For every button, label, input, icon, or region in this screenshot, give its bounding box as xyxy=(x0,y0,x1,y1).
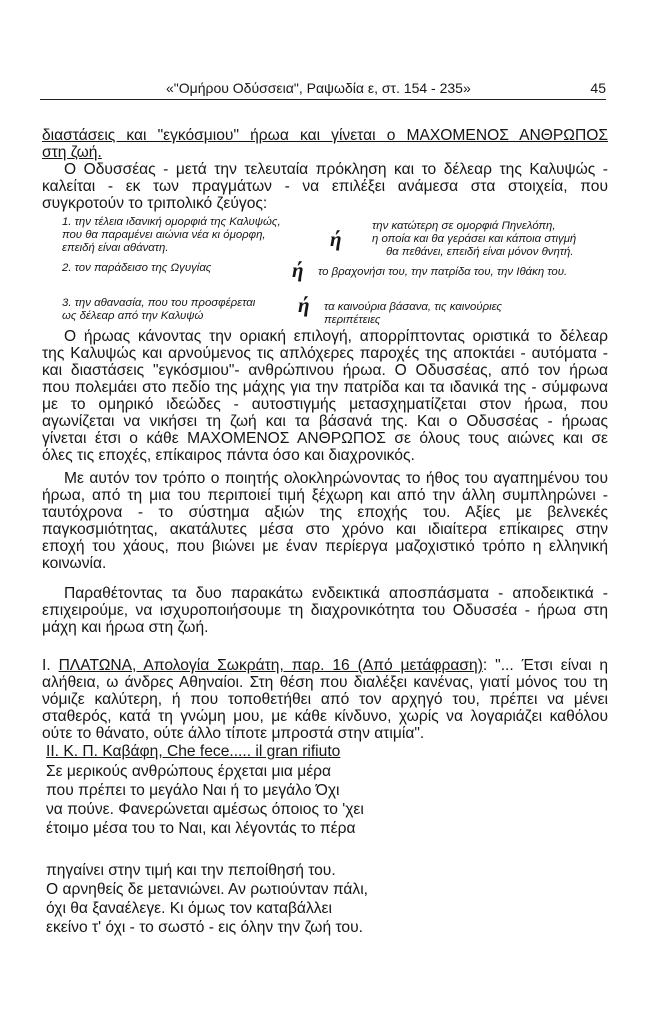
intro-line: στη ζωή. xyxy=(42,144,102,161)
paragraph-line: επιχειρούμε, να ισχυροποιήσουμε τη διαχρονικότητα του Οδυσσέα - ήρωα στη xyxy=(42,602,608,619)
header-rule xyxy=(40,99,606,100)
poem-line: που πρέπει το μεγάλο Ναι ή το μεγάλο Όχι xyxy=(46,782,340,799)
comparison-left: που θα παραμένει αιώνια νέα κι όμορφη, xyxy=(62,229,266,241)
comparison-left: 1. την τέλεια ιδανική ομορφιά της Καλυψώς, xyxy=(62,216,281,228)
paragraph-line: Ο Οδυσσέας - μετά την τελευταία πρόκληση και το δέλεαρ της Καλυψώς - xyxy=(64,161,608,178)
poem-line: όχι θα ξαναέλεγε. Κι όμως τον καταβάλλει xyxy=(46,900,332,917)
comparison-right: θα πεθάνει, επειδή είναι μόνον θνητή. xyxy=(386,246,574,258)
poem-line: έτοιμο μέσα του το Ναι, και λέγοντάς το πέρα xyxy=(46,820,356,837)
paragraph-line: καλείται - εκ των πραγμάτων - να επιλέξει ανάμεσα στα στοιχεία, που xyxy=(42,178,608,195)
comparison-right: το βραχονήσι του, την πατρίδα του, την Ιθάκη του. xyxy=(318,266,568,278)
paragraph-line: μάχη και ήρωα στη ζωή. xyxy=(42,619,209,636)
paragraph-line: της Καλυψώς και αρνούμενος τις απλόχερες παροχές της αποκτάει - αυτόματα - xyxy=(42,345,608,362)
poem-line: Σε μερικούς ανθρώπους έρχεται μια μέρα xyxy=(46,763,332,780)
comparison-right: η οποία και θα γεράσει και κάποια στιγμή xyxy=(372,233,577,245)
comparison-left: 3. την αθανασία, που του προσφέρεται xyxy=(62,297,256,309)
paragraph-line: με το ομηρικό ιδεώδες - αυτοστιγμής μετασχηματίζεται στον ήρωα, που xyxy=(42,396,608,413)
quote-line: ούτε το θάνατο, ούτε άλλο τίποτε μπροστά στην ατιμία". xyxy=(42,725,425,742)
paragraph-line: συγκροτούν το τριπολικό ζεύγος: xyxy=(42,195,268,212)
paragraph-line: γίνεται έτσι ο κάθε ΜΑΧΟΜΕΝΟΣ ΑΝΘΡΩΠΟΣ σε όλους τους αιώνες και σε xyxy=(42,430,608,447)
paragraph-line: παγκοσμιότητας, ακατάλυτες μέσα στο χρόνο και ιδιαίτερα επίκαιρες στην xyxy=(42,521,608,538)
quote-prefix: I. xyxy=(42,657,59,674)
or-separator: ή xyxy=(292,258,304,282)
quote-line: αλήθεια, ω άνδρες Αθηναίοι. Στη θέση που διαλέξει κανένας, γιατί μόνος του τη xyxy=(42,674,608,691)
quote-plato-first-line xyxy=(42,657,608,674)
intro-line: διαστάσεις και "εγκόσμιου" ήρωα και γίνεται ο ΜΑΧΟΜΕΝΟΣ ΑΝΘΡΩΠΟΣ xyxy=(42,127,608,144)
quote-source: ΠΛΑΤΩΝΑ, Απολογία Σωκράτη, παρ. 16 (Από μετάφραση) xyxy=(58,657,483,674)
header-title: «"Ομήρου Οδύσσεια", Ραψωδία ε, στ. 154 - 235» xyxy=(166,80,471,96)
paragraph-line: και διαστάσεις "εγκόσμιου"- ανθρώπινου ήρωα. Ο Οδυσσέας, από τον ήρωα xyxy=(42,362,608,379)
paragraph-line: όλες τις εποχές, επίκαιρος πάντα όσο και διαχρονικός. xyxy=(42,447,415,464)
paragraph-line: ήρωα, από τη μια του περιποιεί τιμή ξέχωρη και από την άλλη συμπληρώνει - xyxy=(42,487,608,504)
page-number: 45 xyxy=(590,80,606,96)
quote-line: νόμιζε καλύτερη, ή που τοποθετήθει από τον αρχηγό του, πρέπει να μένει xyxy=(42,691,608,708)
paragraph-line: Παραθέτοντας τα δυο παρακάτω ενδεικτικά αποσπάσματα - αποδεικτικά - xyxy=(64,585,608,602)
comparison-left: επειδή είναι αθάνατη. xyxy=(62,242,169,254)
quote-text: : "... Έτσι είναι η xyxy=(482,657,608,674)
paragraph-line: που πολεμάει στο πεδίο της μάχης για την πατρίδα και τα ιδανικά της - σύμφωνα xyxy=(42,379,608,396)
paragraph-line: ταυτόχρονα - το σύστημα αξιών της εποχής του. Αξίες με βελνεκές xyxy=(42,504,608,521)
paragraph-line: Ο ήρωας κάνοντας την οριακή επιλογή, απορρίπτοντας οριστικά το δέλεαρ xyxy=(64,328,608,345)
comparison-left: ως δέλεαρ από την Καλυψώ xyxy=(62,310,204,322)
paragraph-line: κοινωνία. xyxy=(42,555,107,572)
paragraph-line: αγωνίζεται να νικήσει τη ζωή και τα βάσανά της. Και ο Οδυσσέας - ήρωας xyxy=(42,413,608,430)
quote-cavafy-heading: II. Κ. Π. Καβάφη, Che fece..... il gran rifiuto xyxy=(46,743,341,760)
paragraph-line: εποχή του χάους, που βιώνει με έναν περίεργα μαζοχιστικό τρόπο η ελληνική xyxy=(42,538,608,555)
poem-line: Ο αρνηθείς δε μετανιώνει. Αν ρωτιούνταν πάλι, xyxy=(46,881,368,898)
paragraph-line: Με αυτόν τον τρόπο ο ποιητής ολοκληρώνοντας το ήθος του αγαπημένου του xyxy=(64,470,608,487)
or-separator: ή xyxy=(298,293,310,317)
running-header xyxy=(46,80,606,100)
comparison-left: 2. τον παράδεισο της Ωγυγίας xyxy=(62,262,212,274)
comparison-right: τα καινούρια βάσανα, τις καινούριες xyxy=(324,301,502,313)
or-separator: ή xyxy=(330,227,342,251)
quote-line: σταθερός, κατά τη γνώμη μου, με κάθε κίνδυνο, χωρίς να λογαριάζει καθόλου xyxy=(42,708,608,725)
poem-line: πηγαίνει στην τιμή και την πεποίθησή του. xyxy=(46,862,336,879)
poem-line: εκείνο τ' όχι - το σωστό - εις όλην την ζωή του. xyxy=(46,919,363,936)
comparison-right: την κατώτερη σε ομορφιά Πηνελόπη, xyxy=(372,220,556,232)
comparison-right: περιπέτειες xyxy=(324,314,381,326)
poem-line: να πούνε. Φανερώνεται αμέσως όποιος το 'χει xyxy=(46,801,364,818)
